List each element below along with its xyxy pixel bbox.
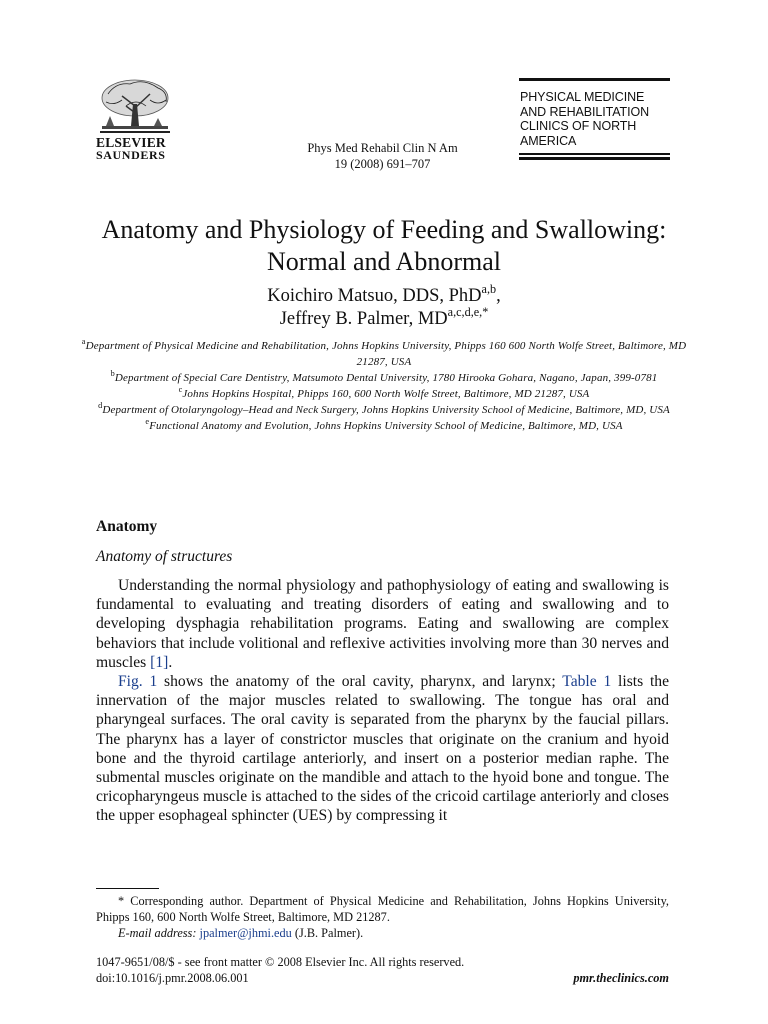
footnote [96,893,669,941]
footer-site-link[interactable]: pmr.theclinics.com [573,971,669,985]
section-heading: Anatomy [96,518,158,535]
footnote-rule [96,888,159,889]
affiliation-list [70,338,698,434]
corresponding-author-note: * Corresponding author. Department of Physical Medicine and Rehabilitation, Johns Hopkins University, Phipps 160, 600 North Wolfe Street, Baltimore, MD 21287. [96,894,669,924]
footer-issn: 1047-9651/08/$ - see front matter © 2008 Elsevier Inc. All rights reserved. [96,955,465,969]
affiliation-b: $^b$Department of Special Care Dentistry, Matsumoto Dental University, 1780 Hirooka Gohara, Nagano, Japan, 399-0781 [110,368,658,384]
footer-doi: doi:10.1016/j.pmr.2008.06.001 [96,971,249,985]
affiliation-e: $^e$Functional Anatomy and Evolution, Johns Hopkins University School of Medicine, Baltimore, MD, USA [145,416,623,432]
article-title: Anatomy and Physiology of Feeding and Swallowing: Normal and Abnormal [101,215,667,276]
figure-1-link[interactable]: Fig. 1 [118,673,158,690]
body-paragraph-2: Fig. 1 shows the anatomy of the oral cavity, pharynx, and larynx; Table 1 lists the innervation of the major muscles related to swallowing. The tongue has oral and pharyngeal surfaces. The oral cavity is separated from the pharynx by the faucial pillars. The pharynx has a layer of constrictor muscles that originate on the cranium and hyoid bone and the thyroid cartilage anteriorly, and insert on a posterior median raphe. The submental muscles originate on the mandible and attach to the hyoid bone and tongue. The cricopharyngeus muscle is attached to the sides of the cricoid cartilage anteriorly and closes the upper esophageal sphincter (UES) by compressing it [96,673,669,825]
journal-brand-name: PHYSICAL MEDICINE AND REHABILITATION CLINICS OF NORTH AMERICA [520,90,650,148]
author-1-marks: a,b [481,282,497,297]
author-1: Koichiro Matsuo, DDS, PhD$^{a,b}$, [267,282,501,306]
publisher-name: ELSEVIER [96,135,166,150]
journal-brand [519,78,670,160]
email-line: E-mail address: jpalmer@jhmi.edu (J.B. Palmer). [118,926,364,940]
publisher-logo [96,76,176,162]
subsection-heading: Anatomy of structures [96,548,233,565]
volume-pages: 19 (2008) 691–707 [334,157,431,171]
affiliation-a: $^a$Department of Physical Medicine and Rehabilitation, Johns Hopkins University, Phipps 160 600 North Wolfe Street, Baltimore, MD 21287, USA [81,336,687,368]
journal-citation [250,140,515,172]
brand-top-rule [519,78,670,81]
affiliation-c: $^c$Johns Hopkins Hospital, Phipps 160, 600 North Wolfe Street, Baltimore, MD 21287, USA [178,384,590,400]
affiliation-d: $^d$Department of Otolaryngology–Head and Neck Surgery, Johns Hopkins University School of Medicine, Baltimore, MD, USA [98,400,670,416]
citation-link-1[interactable]: [1] [150,653,169,671]
author-2: Jeffrey B. Palmer, $MD^{a,c,d,e,*}$ [279,305,489,329]
email-link[interactable]: jpalmer@jhmi.edu [199,926,292,940]
body-paragraph-1: Understanding the normal physiology and pathophysiology of eating and swallowing is fundamental to evaluating and treating disorders of eating and swallowing and to developing dysphagia rehabilitation programs. Eating and swallowing are complex behaviors that include volitional and reflexive activities involving more than 30 nerves and muscles [1]. [96,577,669,671]
author-2-marks: a,c,d,e,* [447,305,489,320]
journal-name: Phys Med Rehabil Clin N Am [307,141,458,155]
brand-bottom-rule-2 [519,157,670,160]
publisher-imprint: SAUNDERS [96,148,166,162]
elsevier-tree-icon [96,76,174,136]
author-list [60,282,708,331]
table-1-link[interactable]: Table 1 [562,673,612,690]
